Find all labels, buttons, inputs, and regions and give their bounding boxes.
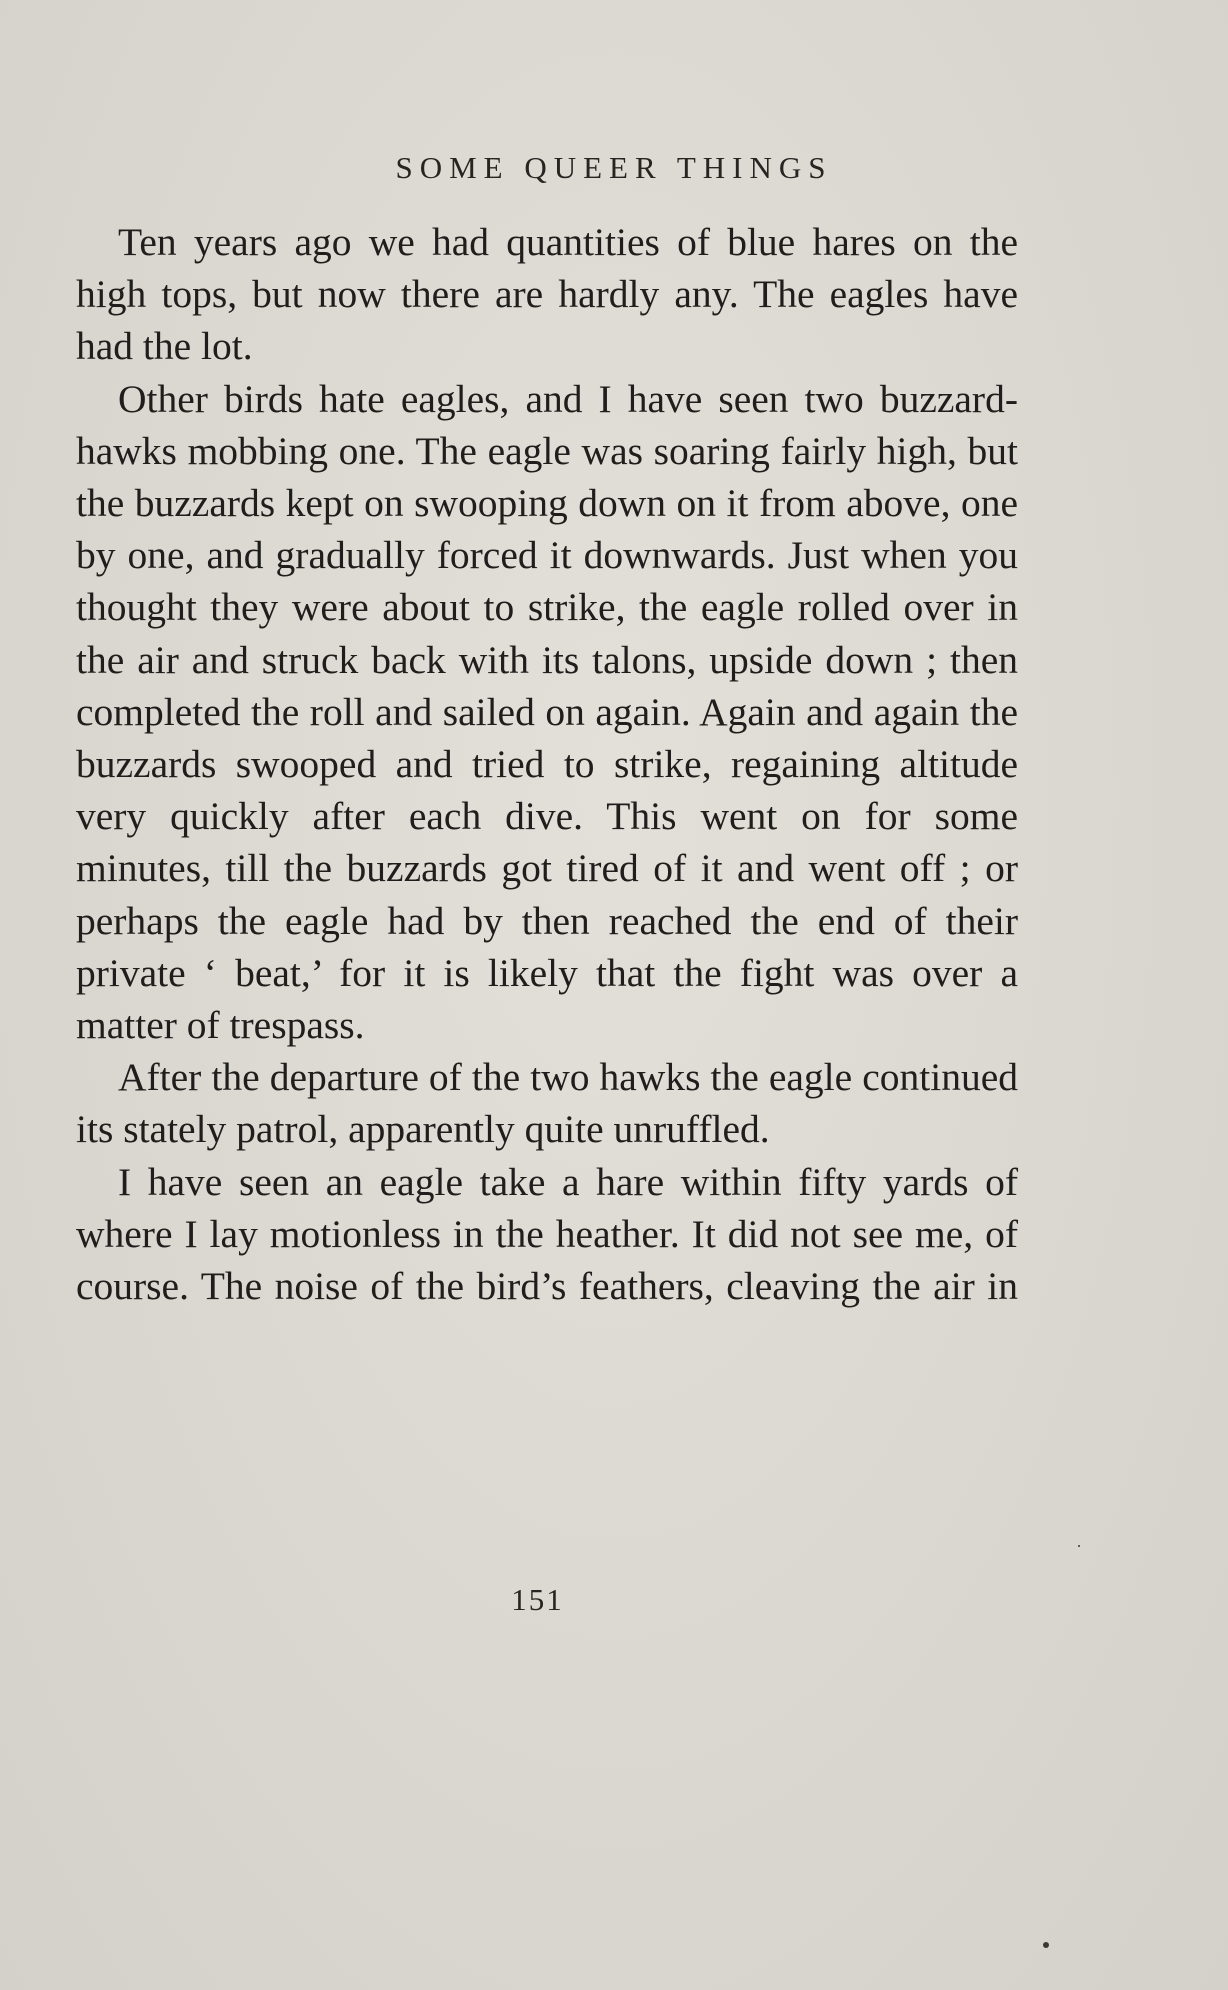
body-text (76, 216, 1018, 1312)
running-head: SOME QUEER THINGS (395, 150, 833, 185)
paragraph-3: After the departure of the two hawks the eagle continued its stately patrol, apparently quite unruffled. (76, 1055, 1018, 1152)
paragraph-2: Other birds hate eagles, and I have seen two buzzard-hawks mobbing one. The eagle was soaring fairly high, but the buzzards kept on swooping down on it from above, one by one, and gradually forced it downwards. Just when you thought they were about to strike, the eagle rolled over in the air and struck back with its talons, upside down ; then completed the roll and sailed on again. Again and again the buzzards swooped and tried to strike, regaining altitude very quickly after each dive. This went on for some minutes, till the buzzards got tired of it and went off ; or perhaps the eagle had by then reached the end of their private ‘ beat,’ for it is likely that the fight was over a matter of trespass. (76, 376, 1018, 1048)
paragraph-4: I have seen an eagle take a hare within fifty yards of where I lay motionless in the heather. It did not see me, of course. The noise of the bird’s feathers, cleaving the air in (76, 1159, 1018, 1309)
page-number: 151 (511, 1582, 564, 1617)
paper-speck (1078, 1545, 1080, 1547)
paper-speck (1043, 1942, 1049, 1948)
paragraph-1: Ten years ago we had quantities of blue hares on the high tops, but now there are hardly any. The eagles have had the lot. (76, 220, 1018, 369)
